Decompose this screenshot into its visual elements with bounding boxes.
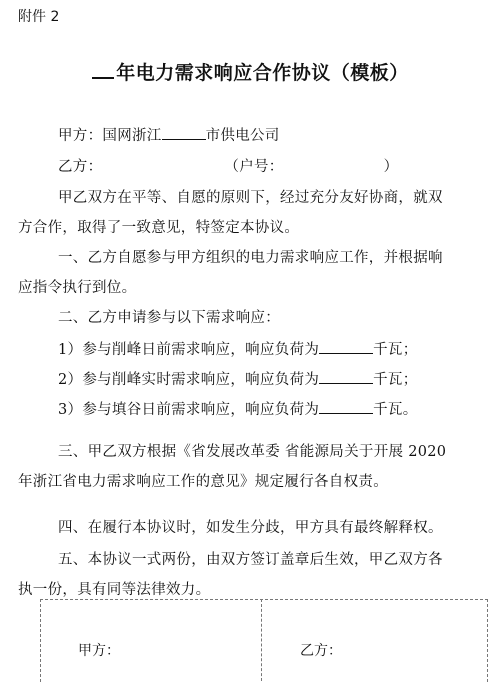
clause-2-item-text: 1）参与削峰日前需求响应，响应负荷为 xyxy=(58,342,320,358)
clause-2-item xyxy=(58,338,418,359)
clause-3-line-1: 三、甲乙双方根据《省发展改革委 省能源局关于开展 2020 xyxy=(58,444,447,460)
party-a-line xyxy=(58,124,280,145)
clause-4: 四、在履行本协议时，如发生分歧，甲方具有最终解释权。 xyxy=(58,520,443,536)
party-b-account-close: ） xyxy=(383,159,399,175)
document-title xyxy=(0,58,501,85)
clause-2-item xyxy=(58,368,418,389)
party-b-line xyxy=(58,155,398,176)
clause-2-item-unit: 千瓦； xyxy=(373,372,418,388)
clause-2-heading: 二、乙方申请参与以下需求响应： xyxy=(58,310,280,326)
party-a-prefix: 甲方：国网浙江 xyxy=(58,128,162,144)
party-b-signature-label: 乙方： xyxy=(300,643,342,659)
party-a-suffix: 市供电公司 xyxy=(205,128,280,144)
party-b-account-open: （户号： xyxy=(224,159,284,175)
title-text: 年电力需求响应合作协议（模板） xyxy=(116,62,409,84)
clause-2-item-unit: 千瓦。 xyxy=(373,402,418,418)
attachment-label: 附件 2 xyxy=(18,9,60,25)
clause-2-item-unit: 千瓦； xyxy=(373,342,418,358)
clause-1-line-1: 一、乙方自愿参与甲方组织的电力需求响应工作，并根据响 xyxy=(58,250,443,266)
clause-2-item-text: 3）参与填谷日前需求响应，响应负荷为 xyxy=(58,402,320,418)
clause-2-item xyxy=(58,398,418,419)
party-a-signature-label: 甲方： xyxy=(78,643,120,659)
intro-line-2: 方合作，取得了一致意见，特签定本协议。 xyxy=(18,220,300,236)
party-a-city-blank xyxy=(162,125,206,140)
signature-divider xyxy=(261,599,262,681)
load-blank xyxy=(319,369,373,384)
clause-2-item-text: 2）参与削峰实时需求响应，响应负荷为 xyxy=(58,372,320,388)
clause-5-line-1: 五、本协议一式两份，由双方签订盖章后生效，甲乙双方各 xyxy=(58,552,443,568)
load-blank xyxy=(319,339,373,354)
clause-3-line-2: 年浙江省电力需求响应工作的意见》规定履行各自权责。 xyxy=(18,474,388,490)
clause-1-line-2: 应指令执行到位。 xyxy=(18,280,137,296)
party-b-label: 乙方： xyxy=(58,159,103,175)
load-blank xyxy=(319,399,373,414)
clause-5-line-2: 执一份，具有同等法律效力。 xyxy=(18,582,211,598)
title-year-blank xyxy=(92,77,114,79)
intro-line-1: 甲乙双方在平等、自愿的原则下，经过充分友好协商，就双 xyxy=(58,190,443,206)
